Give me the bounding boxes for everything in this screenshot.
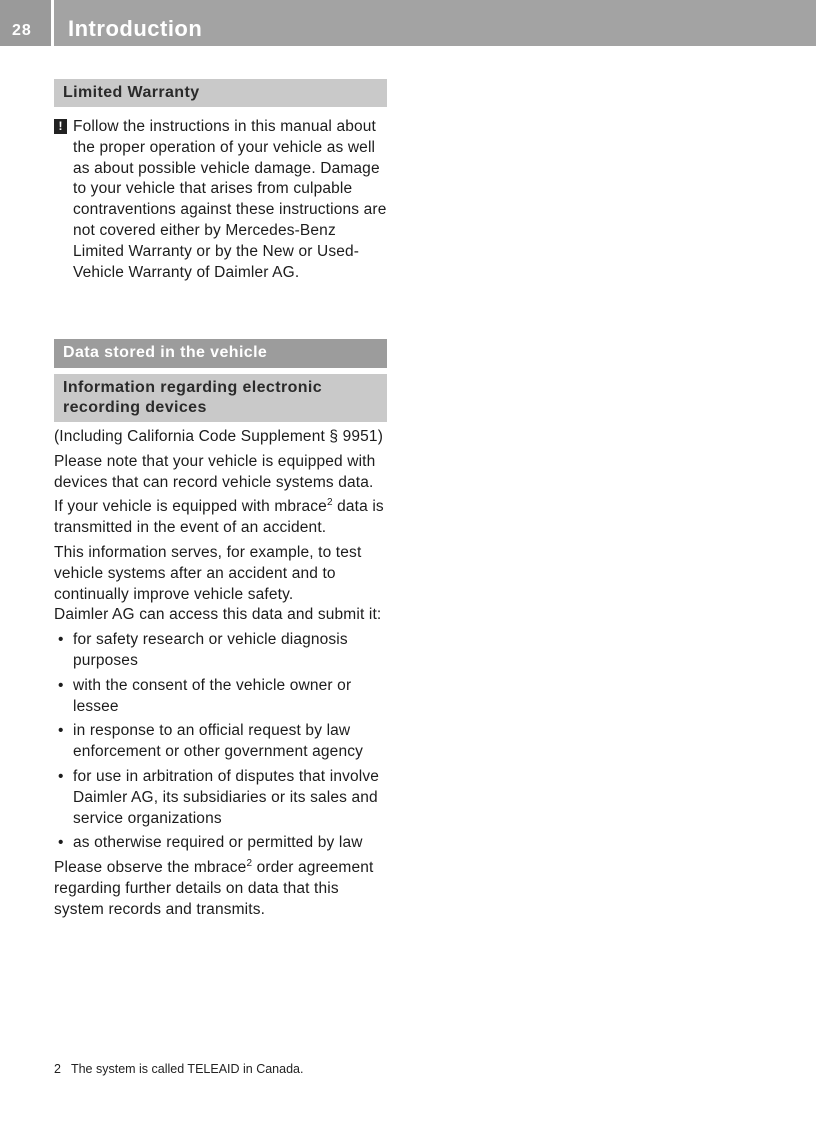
chapter-title: Introduction <box>68 16 203 41</box>
paragraph-order-text-1: Please observe the mbrace <box>54 859 247 877</box>
page-header <box>0 0 816 46</box>
footnote-text: The system is called TELEAID in Canada. <box>70 1062 304 1076</box>
list-item-text: with the consent of the vehicle owner or lessee <box>73 676 352 715</box>
paragraph-mbrace <box>54 497 387 539</box>
list-item <box>54 721 387 763</box>
paragraph-mbrace-text-2: data is transmitted in the event of an accident. <box>54 498 384 537</box>
bullet-icon: • <box>58 767 64 785</box>
bullet-icon: • <box>58 631 64 649</box>
paragraph-daimler-access: Daimler AG can access this data and submit it: <box>54 606 382 624</box>
limited-warranty-section <box>54 79 387 283</box>
list-item <box>54 767 387 829</box>
warning-icon: ! <box>54 119 67 134</box>
submission-list <box>54 630 387 854</box>
paragraph-devices: Please note that your vehicle is equipped with devices that can record vehicle systems data. <box>54 452 376 491</box>
data-stored-section <box>54 339 387 921</box>
page-number: 28 <box>12 22 32 39</box>
data-stored-heading: Data stored in the vehicle <box>54 339 387 368</box>
list-item <box>54 630 387 672</box>
warning-text: Follow the instructions in this manual about the proper operation of your vehicle as well as about possible vehicle damage. Damage to your vehicle that arises from culpable contraventions against these instructions are not covered either by Mercedes-Benz Limited Warranty or by the New or Used-Vehicle Warranty of Daimler AG. <box>73 118 387 281</box>
warning-note <box>54 117 387 283</box>
list-item-text: for use in arbitration of disputes that involve Daimler AG, its subsidiaries or its sales and service organizations <box>73 767 380 827</box>
footnote-number: 2 <box>54 1062 61 1076</box>
bullet-icon: • <box>58 834 64 852</box>
list-item-text: for safety research or vehicle diagnosis purposes <box>73 631 348 669</box>
bullet-icon: • <box>58 722 64 740</box>
paragraph-order-agreement <box>54 858 387 920</box>
limited-warranty-heading: Limited Warranty <box>54 79 387 107</box>
list-item <box>54 833 387 854</box>
list-item-text: in response to an official request by law enforcement or other government agency <box>73 722 364 761</box>
footnote-ref: 2 <box>246 857 253 869</box>
list-item-text: as otherwise required or permitted by law <box>73 834 363 852</box>
list-item <box>54 676 387 718</box>
page-number-box <box>0 0 54 46</box>
footnote <box>54 1062 303 1076</box>
paragraph-information: This information serves, for example, to test vehicle systems after an accident and to continually improve vehicle safety. <box>54 543 362 603</box>
bullet-icon: • <box>58 676 64 694</box>
paragraph-code-supplement: (Including California Code Supplement § 9951) <box>54 428 384 445</box>
paragraph-order-text-2: order agreement regarding further details on data that this system records and transmits. <box>54 859 374 918</box>
recording-devices-subheading: Information regarding electronic recording devices <box>54 374 387 422</box>
paragraph-mbrace-text-1: If your vehicle is equipped with mbrace <box>54 498 327 516</box>
footnote-ref: 2 <box>326 497 333 509</box>
